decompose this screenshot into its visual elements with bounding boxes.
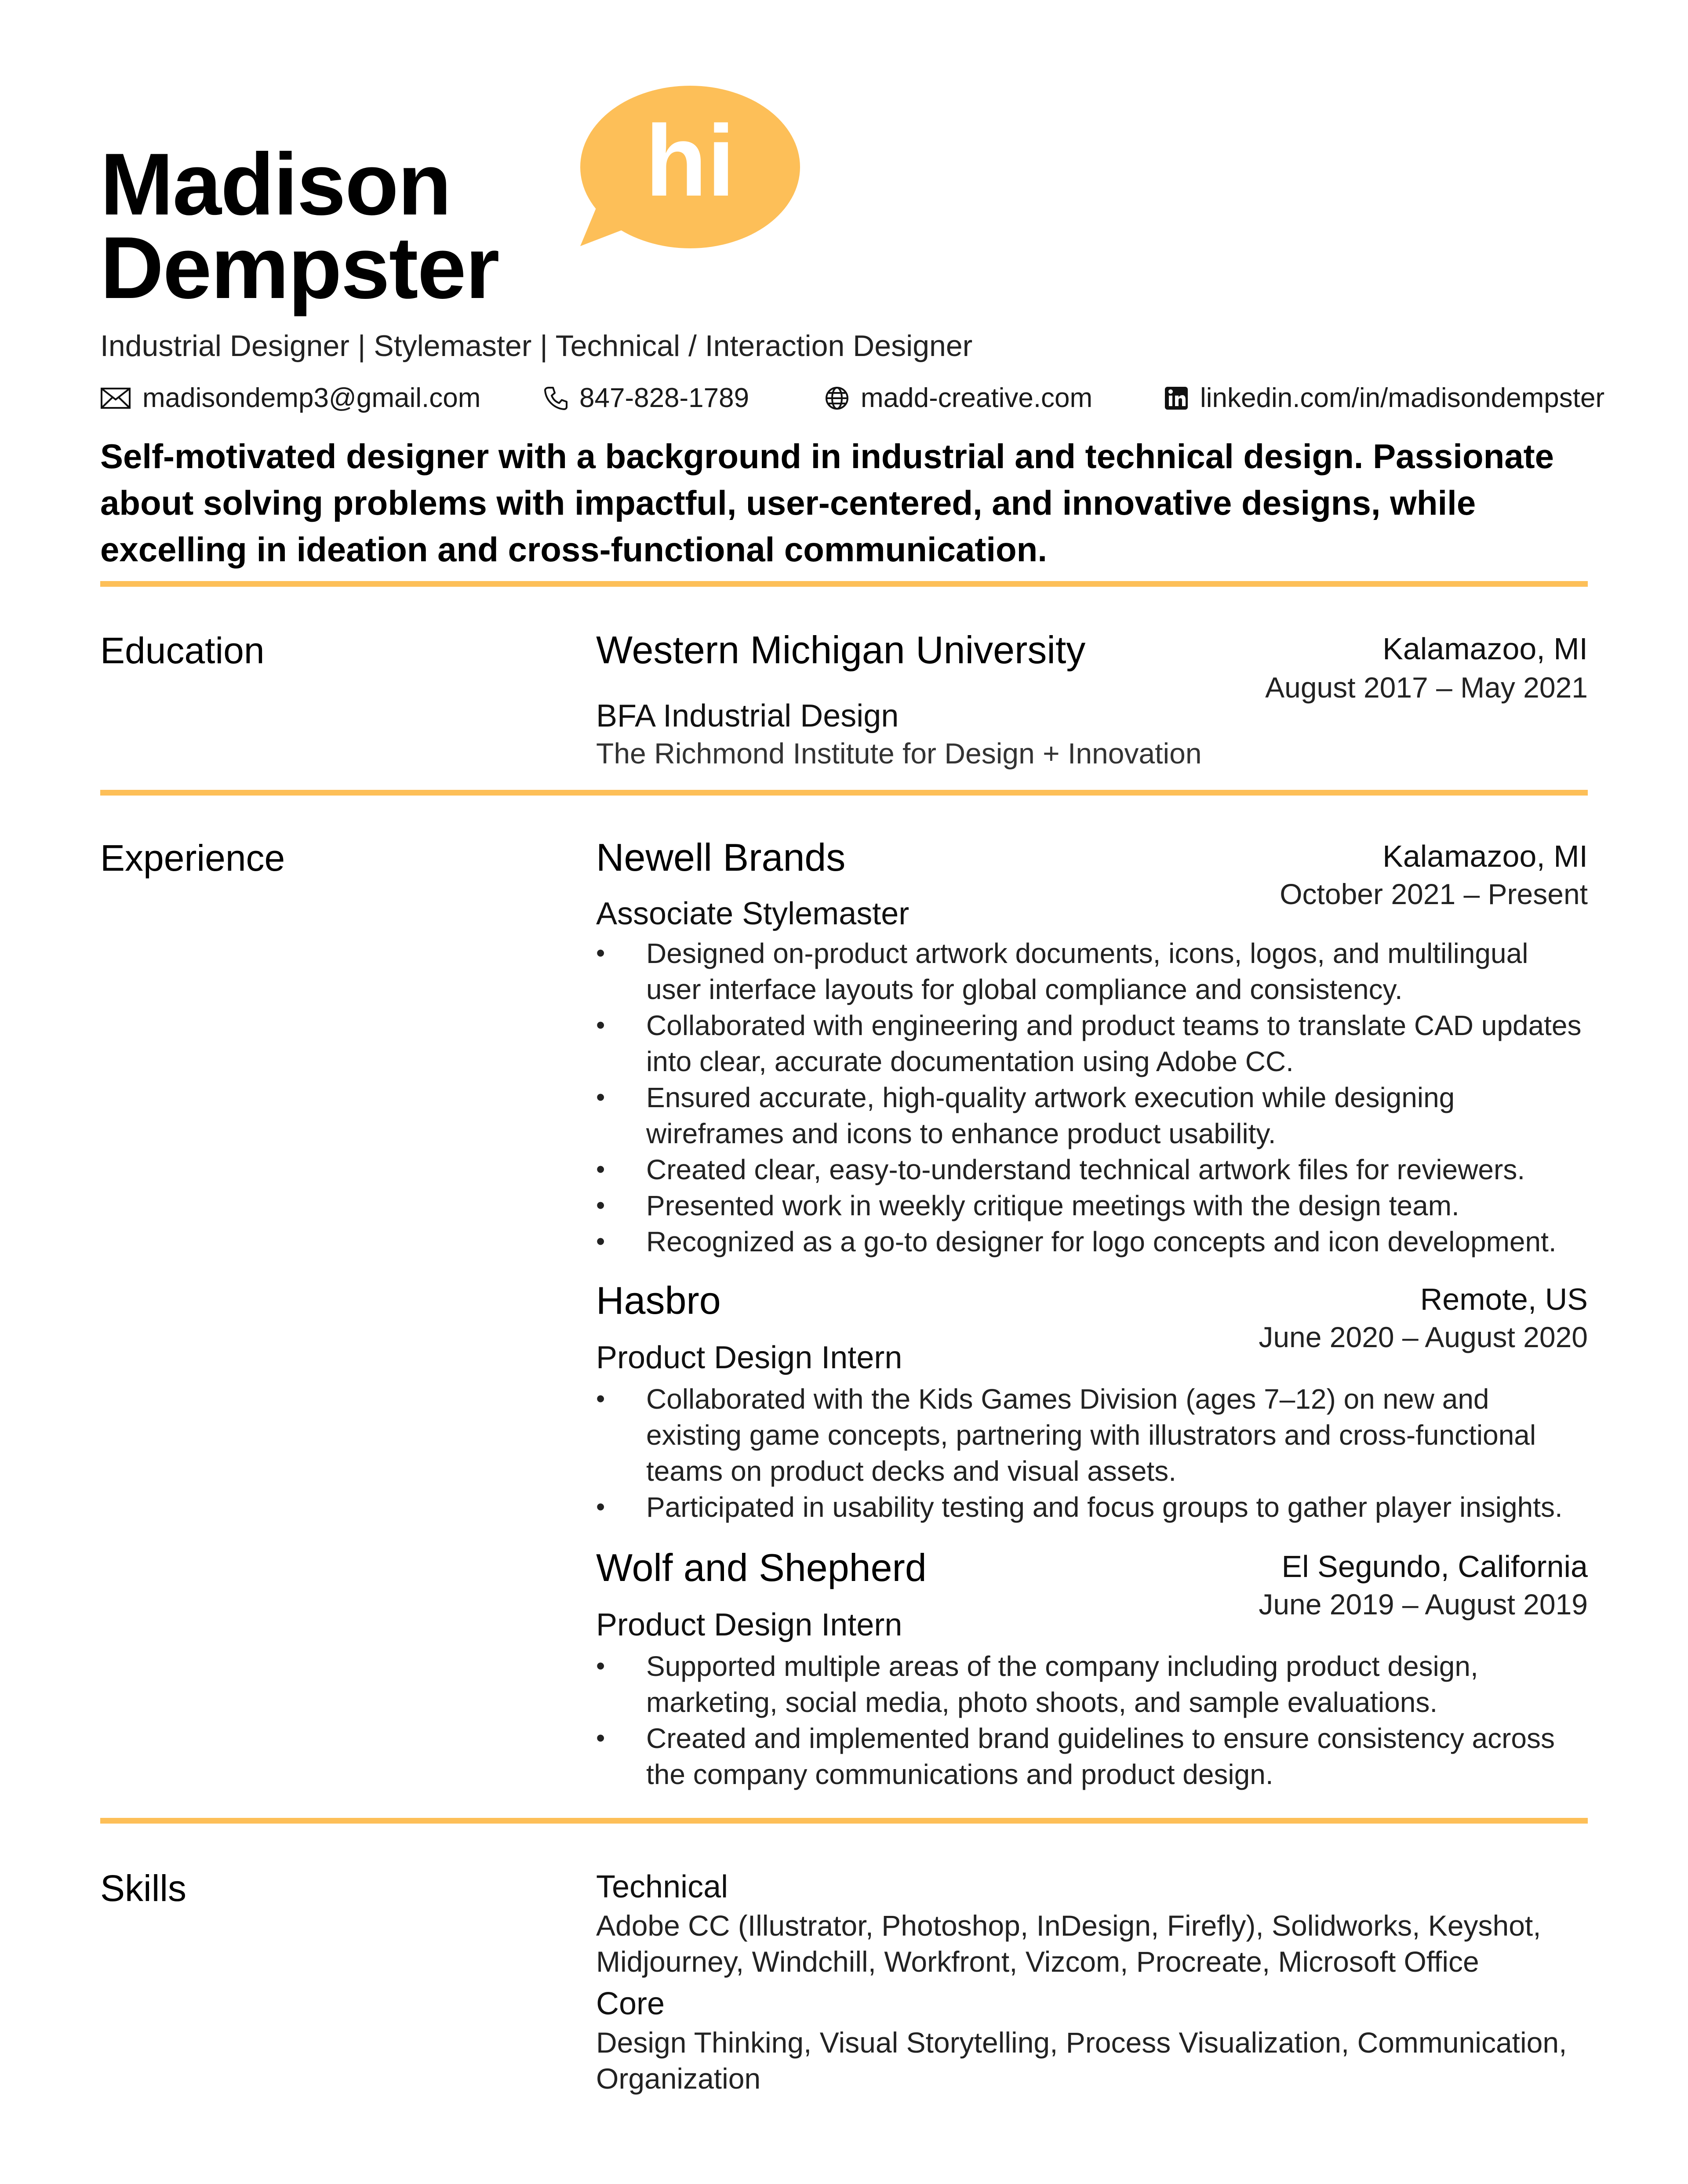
bullet: • Designed on-product artwork documents, icons, logos, and multilingual user interface layouts for global compliance and consistency. <box>596 935 1588 1007</box>
bullet: • Supported multiple areas of the company including product design, marketing, social media, photo shoots, and sample evaluations. <box>596 1648 1588 1720</box>
last-name: Dempster <box>100 219 499 317</box>
education-title: Education <box>100 630 265 671</box>
contact-phone[interactable] <box>543 382 749 414</box>
bubble-text: hi <box>645 104 735 217</box>
skills-technical: Adobe CC (Illustrator, Photoshop, InDesign, Firefly), Solidworks, Keyshot, Midjourney, Windchill, Workfront, Vizcom, Procreate, Microsoft Office <box>596 1909 1541 1978</box>
divider <box>100 581 1588 587</box>
company-name: Newell Brands <box>596 836 846 879</box>
skills-core-label: Core <box>596 1986 665 2021</box>
bullet: • Presented work in weekly critique meetings with the design team. <box>596 1188 1588 1224</box>
job-dates: June 2019 – August 2019 <box>1259 1588 1588 1621</box>
job-dates: June 2020 – August 2020 <box>1259 1321 1588 1353</box>
company-name: Wolf and Shepherd <box>596 1546 927 1589</box>
contact-linkedin[interactable] <box>1164 382 1604 414</box>
bullet: • Collaborated with the Kids Games Division (ages 7–12) on new and existing game concepts, partnering with illustrators and cross-functional teams on product decks and visual assets. <box>596 1381 1588 1489</box>
bullet: • Recognized as a go-to designer for logo concepts and icon development. <box>596 1224 1588 1260</box>
job-bullets <box>596 1648 1588 1792</box>
bullet: • Collaborated with engineering and product teams to translate CAD updates into clear, accurate documentation using Adobe CC. <box>596 1007 1588 1079</box>
contact-email[interactable] <box>100 382 480 414</box>
institute: The Richmond Institute for Design + Innovation <box>596 737 1202 770</box>
degree: BFA Industrial Design <box>596 698 899 734</box>
phone-icon <box>543 386 568 411</box>
job-location: El Segundo, California <box>1281 1549 1588 1584</box>
bullet: • Created clear, easy-to-understand technical artwork files for reviewers. <box>596 1152 1588 1188</box>
skills-technical-label: Technical <box>596 1869 728 1904</box>
bullet: • Created and implemented brand guidelines to ensure consistency across the company communications and product design. <box>596 1720 1588 1792</box>
first-name: Madison <box>100 135 451 233</box>
experience-title: Experience <box>100 837 285 879</box>
linkedin-text: linkedin.com/in/madisondempster <box>1200 383 1605 413</box>
website-text: madd-creative.com <box>861 383 1093 413</box>
globe-icon <box>825 386 849 411</box>
job-location: Kalamazoo, MI <box>1382 839 1588 873</box>
summary: Self-motivated designer with a background in industrial and technical design. Passionate about solving problems with impactful, user-centered, and innovative designs, while excelling in ideation and cross-functional communication. <box>100 437 1554 569</box>
contact-website[interactable] <box>825 382 1092 414</box>
job-role: Associate Stylemaster <box>596 896 909 931</box>
school-name: Western Michigan University <box>596 628 1086 672</box>
email-text: madisondemp3@gmail.com <box>142 383 481 413</box>
speech-bubble-icon <box>571 84 800 259</box>
job-dates: October 2021 – Present <box>1280 878 1588 910</box>
subtitle: Industrial Designer | Stylemaster | Technical / Interaction Designer <box>100 329 973 363</box>
job-role: Product Design Intern <box>596 1607 902 1643</box>
company-name: Hasbro <box>596 1279 721 1322</box>
job-bullets <box>596 1381 1588 1525</box>
skills-title: Skills <box>100 1868 187 1909</box>
bullet: • Ensured accurate, high-quality artwork execution while designing wireframes and icons to enhance product usability. <box>596 1079 1588 1152</box>
linkedin-icon <box>1164 386 1189 411</box>
school-location: Kalamazoo, MI <box>1382 632 1588 666</box>
bullet: • Participated in usability testing and focus groups to gather player insights. <box>596 1489 1588 1525</box>
job-bullets <box>596 935 1588 1260</box>
school-dates: August 2017 – May 2021 <box>1265 671 1588 704</box>
job-role: Product Design Intern <box>596 1340 902 1375</box>
divider <box>100 1818 1588 1824</box>
skills-core: Design Thinking, Visual Storytelling, Process Visualization, Communication, Organization <box>596 2026 1567 2095</box>
divider <box>100 790 1588 796</box>
job-location: Remote, US <box>1420 1282 1588 1316</box>
phone-text: 847-828-1789 <box>579 383 749 413</box>
mail-icon <box>100 387 131 409</box>
